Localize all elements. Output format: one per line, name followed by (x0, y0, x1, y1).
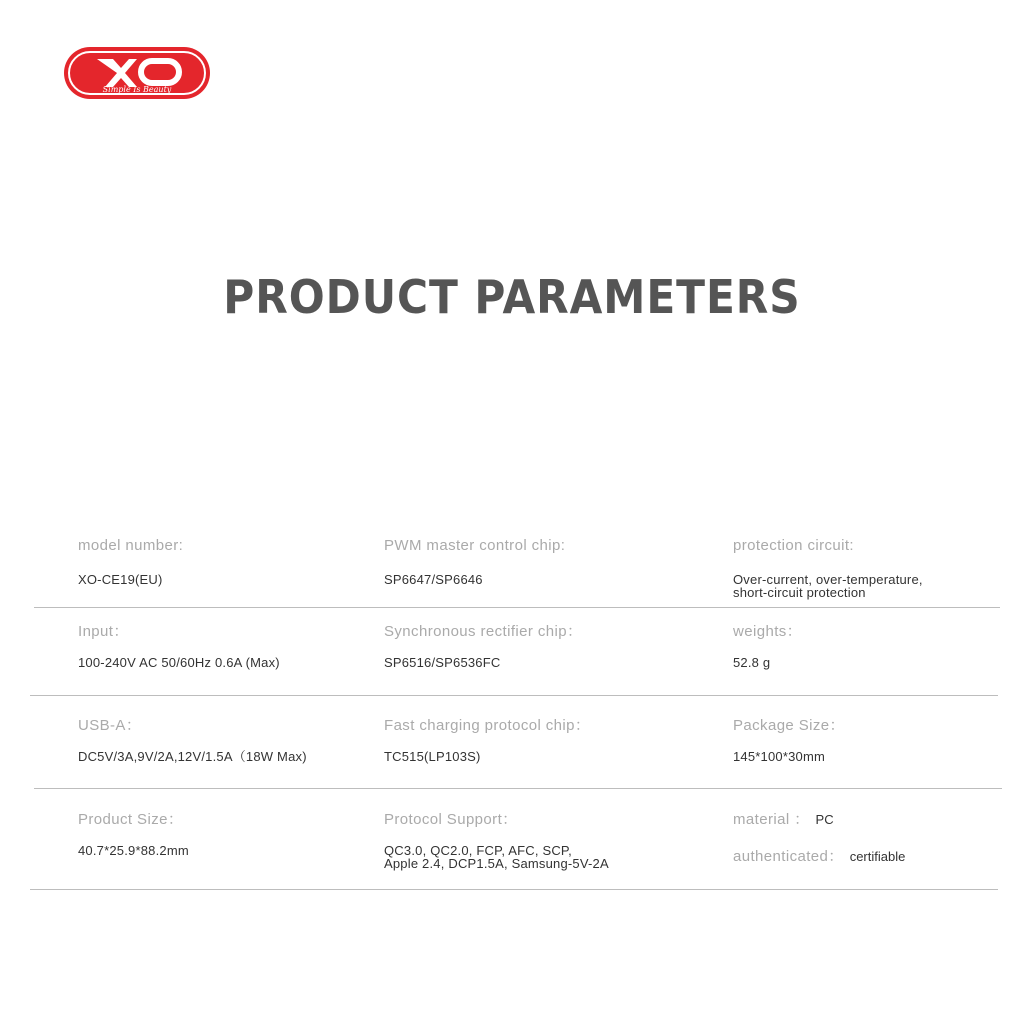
input-value: 100-240V AC 50/60Hz 0.6A (Max) (78, 655, 280, 670)
model-number-value: XO-CE19(EU) (78, 572, 163, 587)
row-divider-1 (34, 607, 1000, 608)
fast-charging-chip-label: Fast charging protocol chip： (384, 717, 591, 734)
material-label: material ： (733, 811, 810, 828)
pwm-chip-value: SP6647/SP6646 (384, 572, 483, 587)
input-label: Input： (78, 623, 129, 640)
package-size-value: 145*100*30mm (733, 749, 826, 764)
model-number-label: model number: (78, 537, 184, 554)
svg-text:Simple Is Beauty: Simple Is Beauty (102, 85, 172, 94)
row-divider-2 (30, 695, 998, 696)
protocol-support-value-line2: Apple 2.4, DCP1.5A, Samsung-5V-2A (384, 856, 609, 871)
brand-logo (63, 46, 211, 100)
weights-label: weights： (733, 623, 803, 640)
product-size-value: 40.7*25.9*88.2mm (78, 843, 189, 858)
row-divider-3 (34, 788, 1002, 789)
protection-circuit-value-line1: Over-current, over-temperature, (733, 572, 923, 587)
protocol-support-label: Protocol Support： (384, 811, 518, 828)
product-size-label: Product Size： (78, 811, 184, 828)
material-value: PC (815, 812, 834, 827)
material-pair (733, 808, 834, 829)
fast-charging-chip-value: TC515(LP103S) (384, 749, 481, 764)
row-divider-4 (30, 889, 998, 890)
package-size-label: Package Size： (733, 717, 845, 734)
rectifier-chip-label: Synchronous rectifier chip： (384, 623, 583, 640)
pwm-chip-label: PWM master control chip: (384, 537, 566, 554)
protocol-support-value-line1: QC3.0, QC2.0, FCP, AFC, SCP, (384, 843, 572, 858)
xo-logo-icon (63, 46, 211, 100)
page-title: PRODUCT PARAMETERS (223, 270, 801, 324)
authenticated-value: certifiable (849, 849, 906, 864)
authenticated-label: authenticated： (733, 848, 844, 865)
protection-circuit-value-line2: short-circuit protection (733, 585, 866, 600)
weights-value: 52.8 g (733, 655, 771, 670)
authenticated-pair (733, 845, 905, 866)
rectifier-chip-value: SP6516/SP6536FC (384, 655, 501, 670)
usb-a-label: USB-A： (78, 717, 142, 734)
usb-a-value: DC5V/3A,9V/2A,12V/1.5A（18W Max) (78, 749, 307, 764)
protection-circuit-label: protection circuit: (733, 537, 854, 554)
